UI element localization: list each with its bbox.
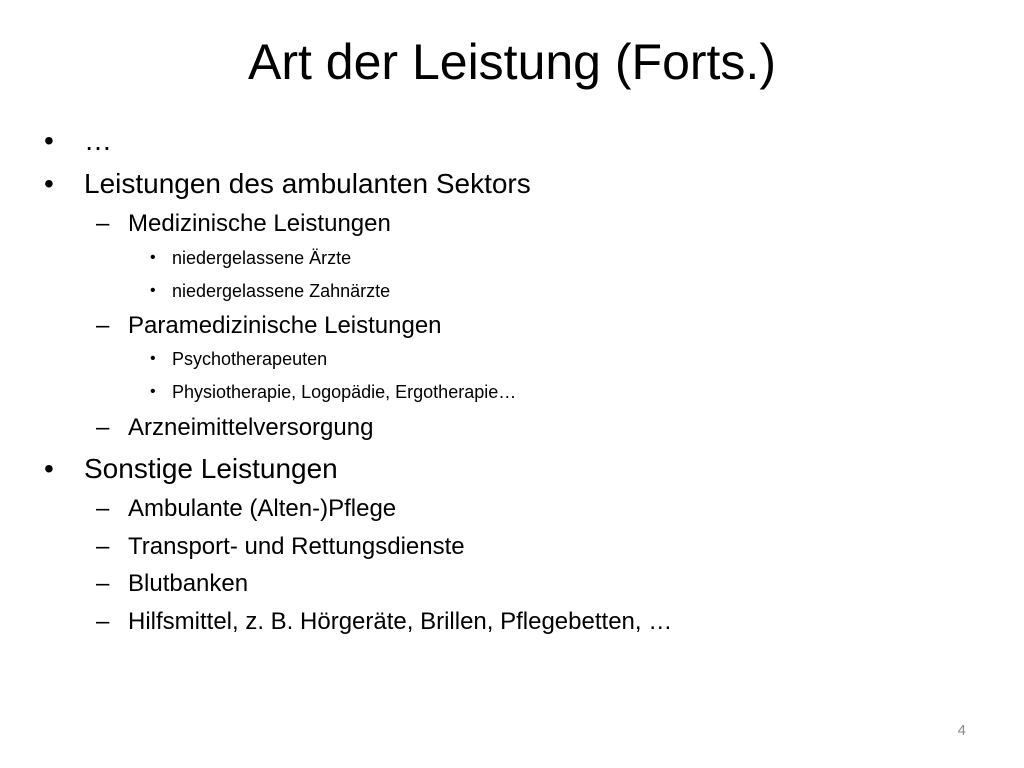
list-item bbox=[150, 379, 517, 405]
list-item bbox=[44, 166, 531, 202]
list-item-text: Psychotherapeuten bbox=[172, 349, 328, 369]
list-item bbox=[96, 606, 673, 638]
list-item bbox=[44, 123, 112, 159]
slide-title: Art der Leistung (Forts.) bbox=[248, 34, 776, 90]
list-item bbox=[96, 531, 465, 563]
list-item-text: Sonstige Leistungen bbox=[84, 453, 338, 484]
page-number: 4 bbox=[957, 722, 966, 739]
bullet-icon: • bbox=[150, 249, 156, 266]
dash-icon: – bbox=[96, 570, 110, 597]
list-item-text: Blutbanken bbox=[128, 570, 249, 597]
list-item-text: Leistungen des ambulanten Sektors bbox=[84, 168, 531, 199]
bullet-icon: • bbox=[44, 125, 54, 156]
list-item-text: Hilfsmittel, z. B. Hörgeräte, Brillen, Pflegebetten, … bbox=[128, 608, 673, 635]
list-item-text: Paramedizinische Leistungen bbox=[128, 312, 442, 339]
list-item bbox=[96, 568, 249, 600]
bullet-icon: • bbox=[150, 350, 156, 367]
dash-icon: – bbox=[96, 210, 110, 237]
bullet-icon: • bbox=[44, 453, 54, 484]
list-item-text: Ambulante (Alten-)Pflege bbox=[128, 495, 397, 522]
list-item-text: Transport- und Rettungsdienste bbox=[128, 533, 465, 560]
bullet-icon: • bbox=[44, 168, 54, 199]
list-item bbox=[44, 451, 338, 487]
list-item-text: Arzneimittelversorgung bbox=[128, 414, 374, 441]
list-item bbox=[150, 346, 328, 372]
list-item bbox=[96, 310, 442, 342]
list-item-text: … bbox=[84, 125, 112, 156]
bullet-icon: • bbox=[150, 282, 156, 299]
dash-icon: – bbox=[96, 495, 110, 522]
dash-icon: – bbox=[96, 533, 110, 560]
list-item-text: niedergelassene Ärzte bbox=[172, 248, 352, 268]
dash-icon: – bbox=[96, 414, 110, 441]
list-item bbox=[150, 278, 391, 304]
list-item bbox=[96, 493, 397, 525]
list-item-text: Physiotherapie, Logopädie, Ergotherapie… bbox=[172, 382, 517, 402]
dash-icon: – bbox=[96, 608, 110, 635]
list-item-text: niedergelassene Zahnärzte bbox=[172, 281, 391, 301]
list-item bbox=[96, 412, 374, 444]
list-item-text: Medizinische Leistungen bbox=[128, 210, 391, 237]
dash-icon: – bbox=[96, 312, 110, 339]
bullet-icon: • bbox=[150, 383, 156, 400]
list-item bbox=[150, 245, 352, 271]
list-item bbox=[96, 208, 391, 240]
